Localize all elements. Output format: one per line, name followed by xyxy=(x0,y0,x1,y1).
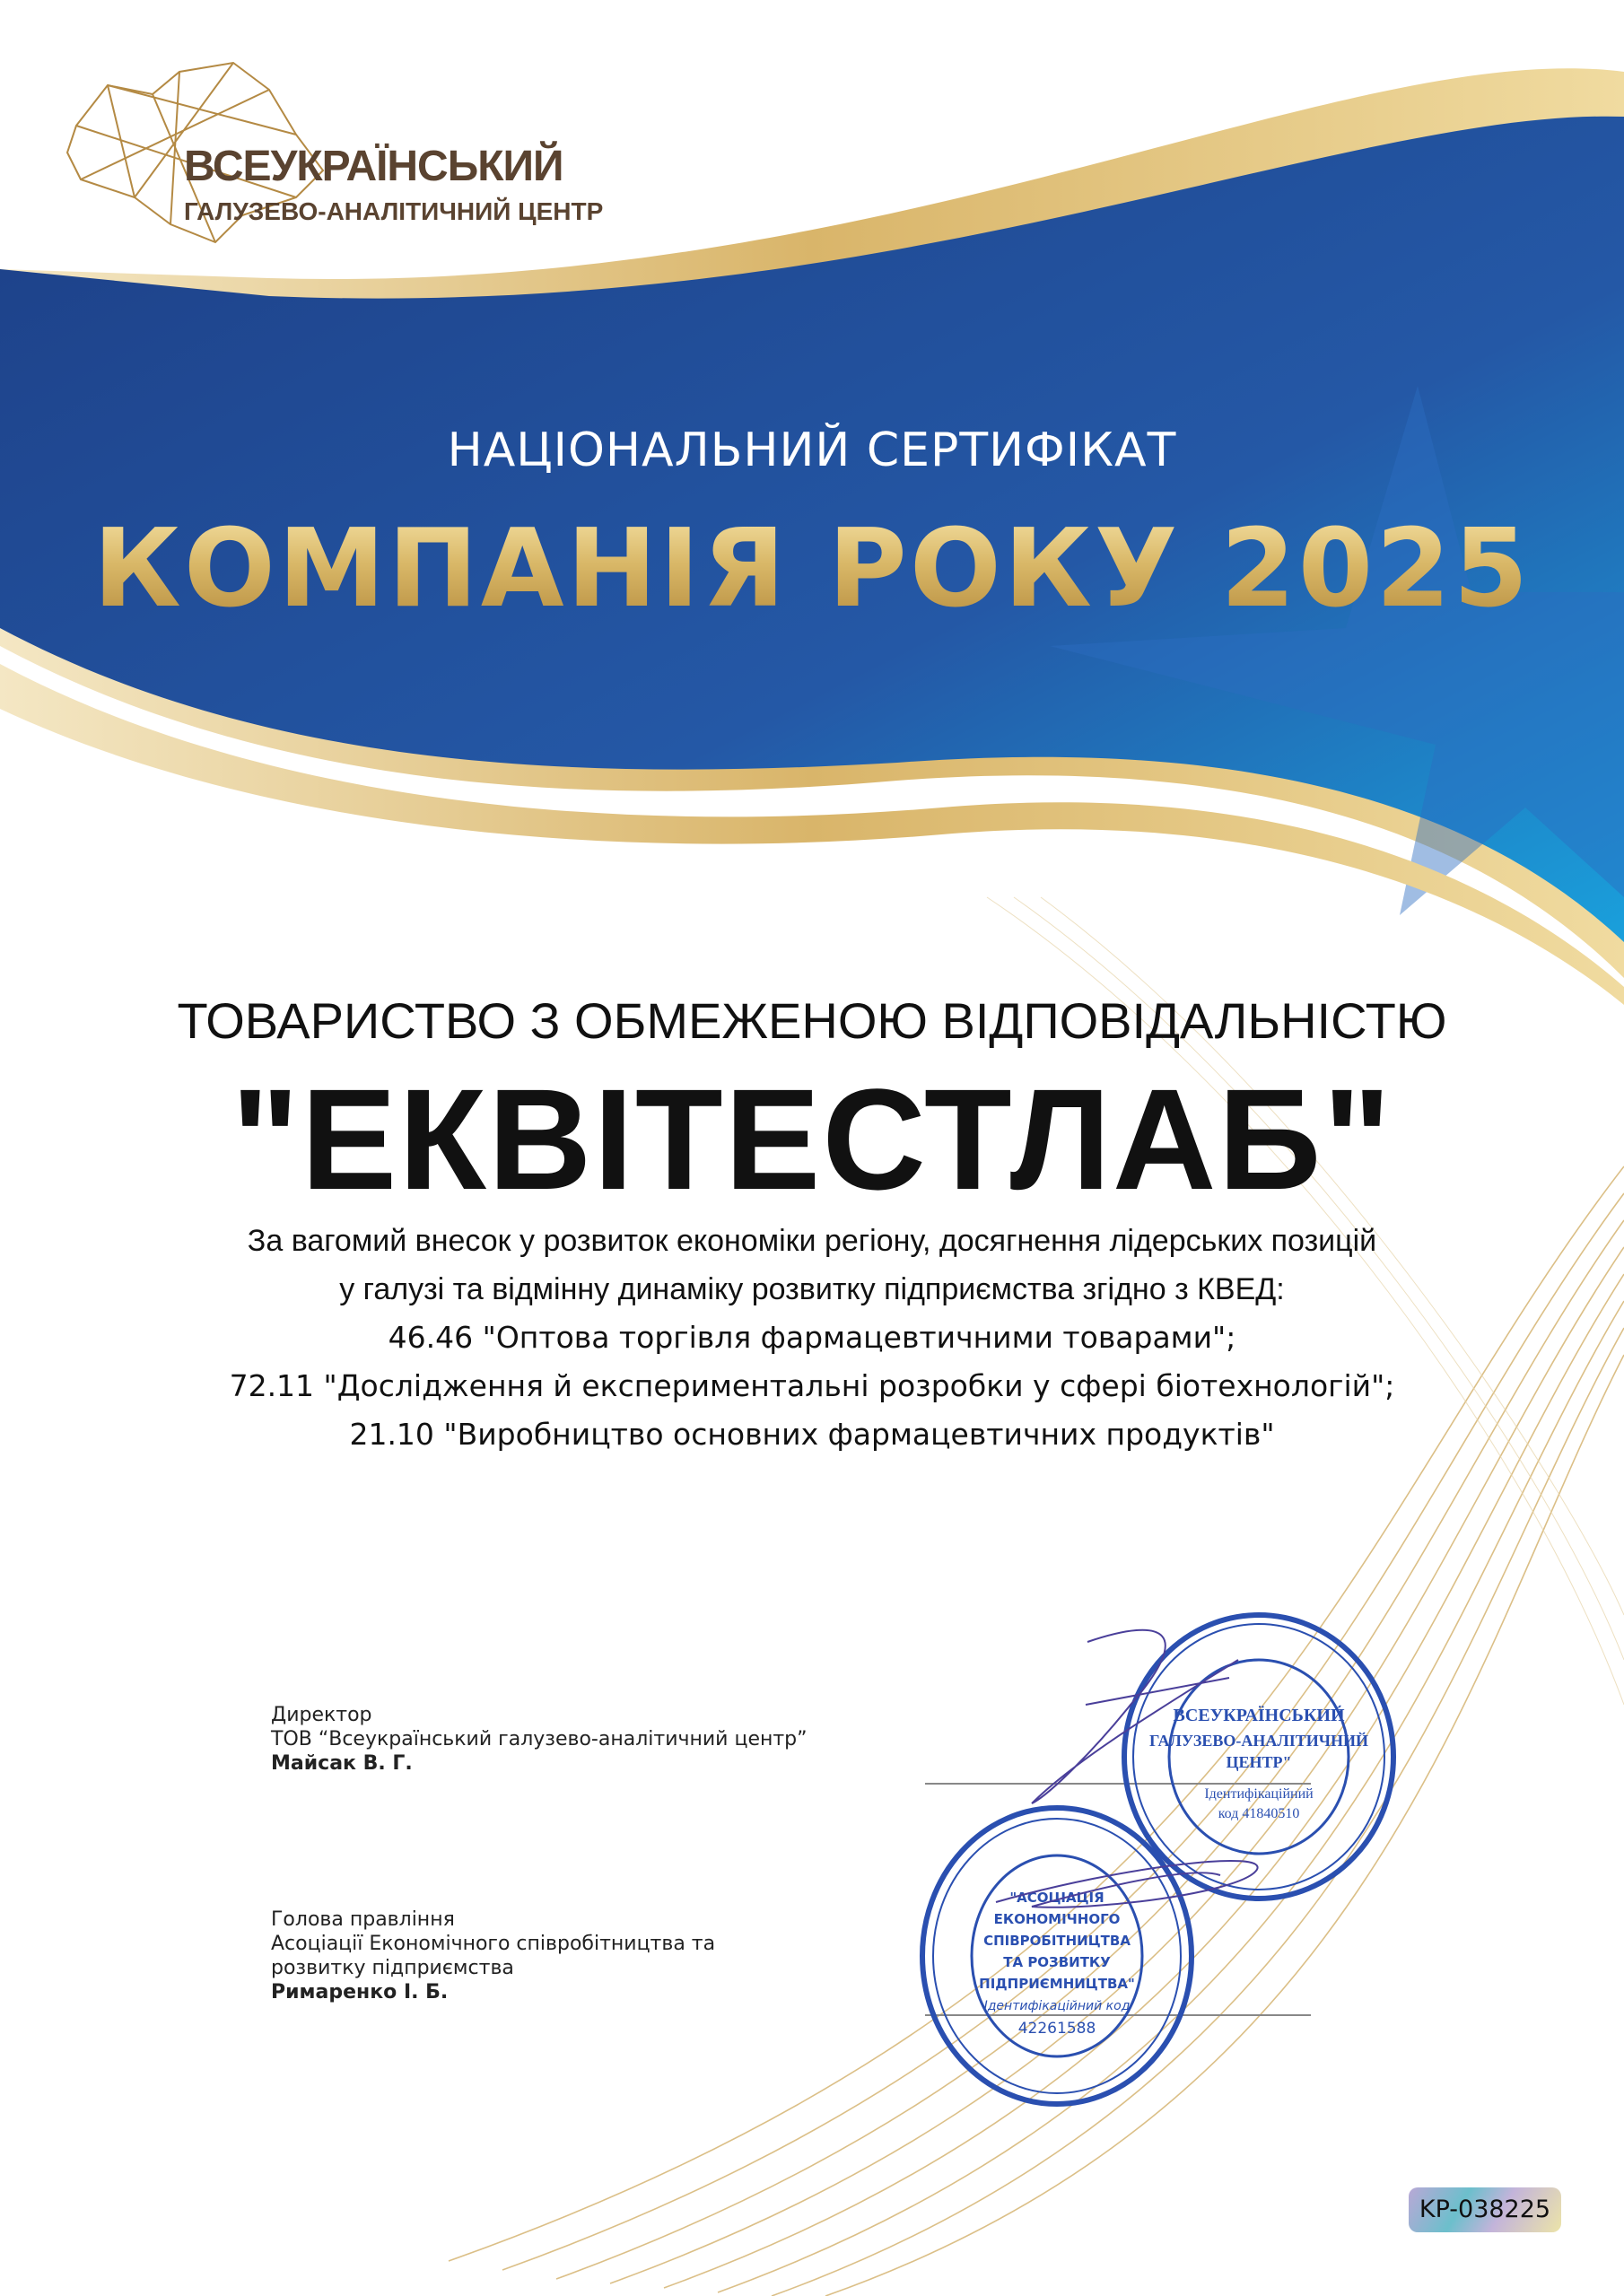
svg-text:ВСЕУКРАЇНСЬКИЙ: ВСЕУКРАЇНСЬКИЙ xyxy=(1173,1706,1345,1725)
recipient-type: ТОВАРИСТВО З ОБМЕЖЕНОЮ ВІДПОВІДАЛЬНІСТЮ xyxy=(177,992,1447,1049)
kved-line: 21.10 "Виробництво основних фармацевтичних продуктів" xyxy=(349,1417,1275,1452)
svg-text:ЕКОНОМІЧНОГО: ЕКОНОМІЧНОГО xyxy=(993,1911,1121,1927)
svg-text:ПІДПРИЄМНИЦТВА": ПІДПРИЄМНИЦТВА" xyxy=(979,1976,1135,1992)
signatory-org: розвитку підприємства xyxy=(271,1957,514,1979)
stamp-icon xyxy=(1124,1615,1393,1899)
svg-text:"АСОЦІАЦІЯ: "АСОЦІАЦІЯ xyxy=(1009,1890,1104,1906)
citation-line: у галузі та відмінну динаміку розвитку підприємства згідно з КВЕД: xyxy=(339,1272,1285,1306)
signatory-name: Римаренко І. Б. xyxy=(271,1981,449,2004)
svg-text:ГАЛУЗЕВО-АНАЛІТИЧНИЙ: ГАЛУЗЕВО-АНАЛІТИЧНИЙ xyxy=(1148,1732,1369,1750)
kved-line: 72.11 "Дослідження й експериментальні розробки у сфері біотехнологій"; xyxy=(229,1368,1395,1403)
svg-text:Ідентифікаційний код: Ідентифікаційний код xyxy=(983,1999,1131,2013)
svg-text:42261588: 42261588 xyxy=(1017,2020,1096,2038)
certificate-subtitle: НАЦІОНАЛЬНИЙ СЕРТИФІКАТ xyxy=(447,423,1177,477)
svg-text:код 41840510: код 41840510 xyxy=(1218,1806,1300,1821)
svg-text:СПІВРОБІТНИЦТВА: СПІВРОБІТНИЦТВА xyxy=(983,1933,1131,1949)
signatory-2 xyxy=(271,1908,715,2004)
logo-title: ВСЕУКРАЇНСЬКИЙ xyxy=(184,143,563,190)
certificate-title: КОМПАНІЯ РОКУ 2025 xyxy=(0,507,1624,632)
stamp-icon xyxy=(922,1808,1192,2104)
svg-text:ТА РОЗВИТКУ: ТА РОЗВИТКУ xyxy=(1003,1954,1111,1970)
signatory-1 xyxy=(271,1703,808,1776)
signatory-role: Директор xyxy=(271,1704,372,1726)
citation xyxy=(0,1217,1624,1459)
signatory-name: Майсак В. Г. xyxy=(271,1752,413,1775)
svg-text:ЦЕНТР": ЦЕНТР" xyxy=(1226,1753,1292,1771)
kved-line: 46.46 "Оптова торгівля фармацевтичними товарами"; xyxy=(388,1320,1236,1355)
signatory-org: Асоціації Економічного співробітництва та xyxy=(271,1933,716,1955)
stamps-and-signatures xyxy=(897,1597,1454,2117)
svg-text:Ідентифікаційний: Ідентифікаційний xyxy=(1204,1786,1314,1802)
recipient-name: "ЕКВІТЕСТЛАБ" xyxy=(231,1059,1393,1219)
signatory-org: ТОВ “Всеукраїнський галузево-аналітичний центр” xyxy=(271,1728,808,1750)
signatory-role: Голова правління xyxy=(271,1908,455,1931)
citation-line: За вагомий внесок у розвиток економіки регіону, досягнення лідерських позицій xyxy=(247,1224,1377,1258)
certificate-code-badge: KP-038225 xyxy=(1409,2187,1561,2232)
logo-subtitle: ГАЛУЗЕВО-АНАЛІТИЧНИЙ ЦЕНТР xyxy=(184,197,604,225)
